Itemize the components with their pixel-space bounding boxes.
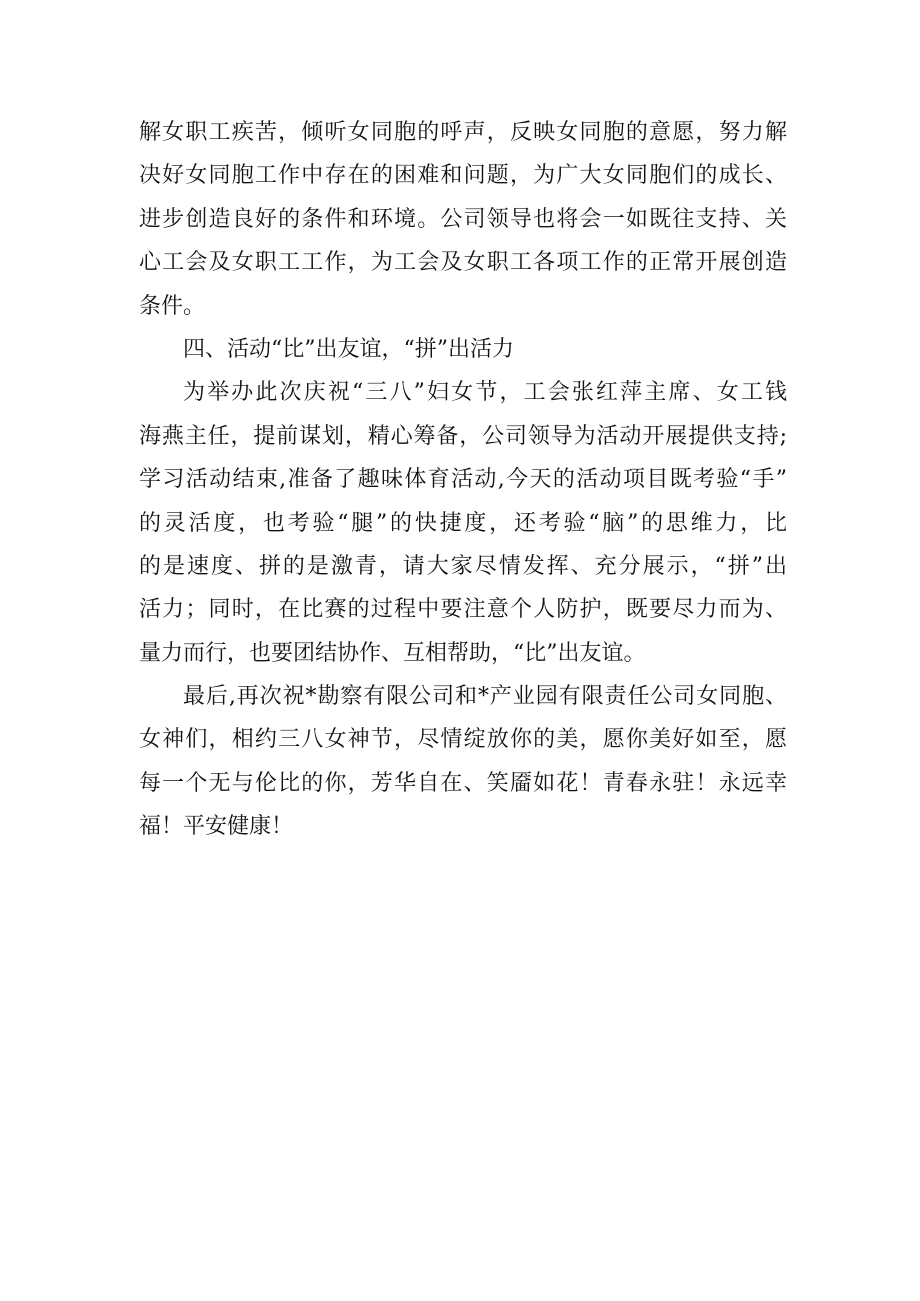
text-line: 量力而行，也要团结协作、互相帮助，“比”出友谊。 <box>139 640 646 666</box>
text-line: 条件。 <box>139 293 206 319</box>
text-line: 福！平安健康！ <box>139 814 294 840</box>
text-line: 女神们，相约三八女神节，尽情绽放你的美，愿你美好如至，愿 <box>139 727 787 753</box>
text-line: 解女职工疾苦，倾听女同胞的呼声，反映女同胞的意愿，努力解 <box>139 120 787 145</box>
paragraph-1 <box>139 111 787 328</box>
text-line: 学习活动结束,准备了趣味体育活动,今天的活动项目既考验“手” <box>139 467 787 493</box>
text-line: 的是速度、拼的是激青，请大家尽情发挥、充分展示，“拼”出 <box>139 553 787 579</box>
paragraph-4 <box>139 675 787 849</box>
text-line: 活力；同时，在比赛的过程中要注意个人防护，既要尽力而为、 <box>139 597 787 623</box>
text-line: 最后,再次祝*勘察有限公司和*产业园有限责任公司女同胞、 <box>183 684 787 710</box>
text-line: 每一个无与伦比的你，芳华自在、笑靥如花！青春永驻！永远幸 <box>139 770 787 796</box>
text-line: 为举办此次庆祝“三八”妇女节，工会张红萍主席、女工钱 <box>183 380 787 406</box>
text-line: 进步创造良好的条件和环境。公司领导也将会一如既往支持、关 <box>139 206 787 232</box>
section-heading-text: 四、活动“比”出友谊，“拼”出活力 <box>183 336 514 362</box>
section-heading-4 <box>139 328 787 371</box>
paragraph-3 <box>139 371 787 675</box>
text-line: 决好女同胞工作中存在的困难和问题，为广大女同胞们的成长、 <box>139 163 787 189</box>
text-line: 海燕主任，提前谋划，精心筹备，公司领导为活动开展提供支持; <box>139 423 787 449</box>
document-body <box>139 111 787 849</box>
text-line: 心工会及女职工工作，为工会及女职工各项工作的正常开展创造 <box>139 250 787 276</box>
text-line: 的灵活度，也考验“腿”的快捷度，还考验“脑”的思维力，比 <box>139 510 787 536</box>
